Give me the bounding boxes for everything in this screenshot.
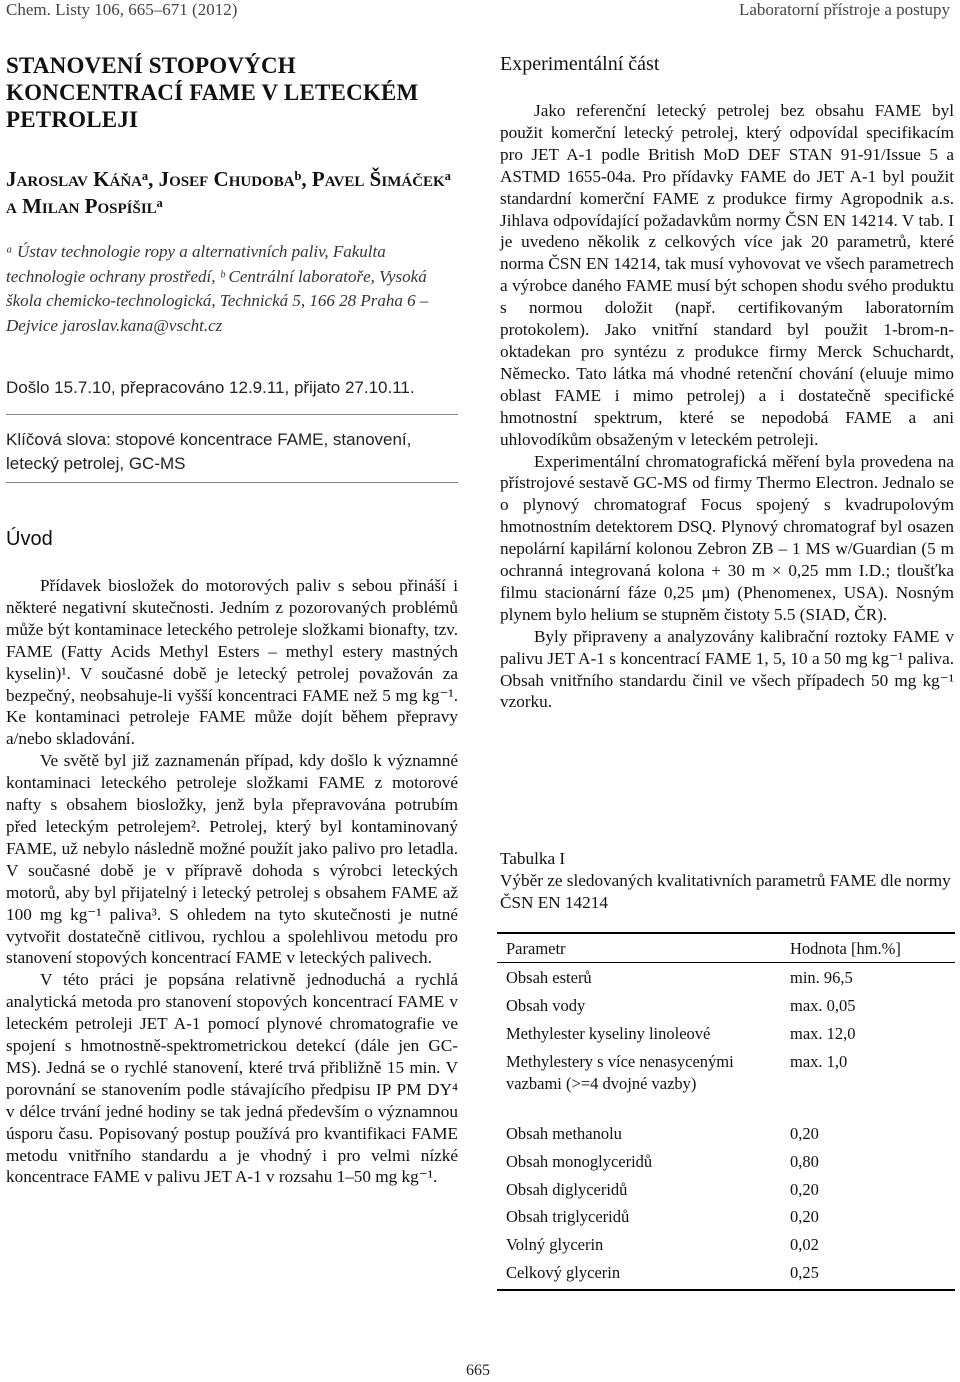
table-cell-param: Obsah triglyceridů [506,1207,630,1226]
intro-paragraph-1: Přídavek biosložek do motorových paliv s sebou přináší i některé negativní skutečnosti. Jedním z pozorovaných problémů může být kontaminace leteckého petroleje složkami bionafty, tzv. FAME (Fatty Acids Methyl Esters – methyl estery mastných kyselin)¹. V současné době je letecký petrolej považován za bezpečný, neobsahuje-li vyšší koncentraci FAME než 5 mg kg⁻¹. Ke kontaminaci petroleje FAME může dojít během přepravy a/nebo skladování. [6,576,458,749]
table-cell-param: Obsah methanolu [506,1124,622,1143]
running-header-journal: Chem. Listy 106, 665–671 (2012) [6,0,238,19]
table-cell-param: Obsah vody [506,996,586,1015]
keywords-bottom-rule [6,482,458,483]
table-cell-value: min. 96,5 [790,968,853,987]
table-cell-param: Volný glycerin [506,1235,604,1254]
table-cell-value: 0,80 [790,1152,819,1171]
table-header-param: Parametr [506,939,566,958]
running-header-section: Laboratorní přístroje a postupy [738,0,950,19]
experimental-paragraph-3: Byly připraveny a analyzovány kalibrační roztoky FAME v palivu JET A-1 s koncentrací FAME 1, 5, 10 a 50 mg kg⁻¹ paliva. Obsah vnitřního standardu činil ve všech případech 50 mg kg⁻¹ vzorku. [500,626,954,712]
affiliation: ᵃ Ústav technologie ropy a alternativních paliv, Fakulta technologie ochrany prostředí, ᵇ Centrální laboratoře, Vysoká škola chemicko-technologická, Technická 5, 166 28 Praha 6 – Dejvice jaroslav.kana@vscht.cz [6,242,429,335]
article-title: STANOVENÍ STOPOVÝCH KONCENTRACÍ FAME V LETECKÉM PETROLEJI [6,53,419,132]
table-header-value: Hodnota [hm.%] [790,939,901,958]
table-cell-value: max. 12,0 [790,1024,856,1043]
table-label: Tabulka I [500,849,566,868]
table-caption-block [500,848,954,914]
section-heading-experimental: Experimentální část [500,53,660,75]
keywords-top-rule [6,414,458,415]
received-dates: Došlo 15.7.10, přepracováno 12.9.11, přijato 27.10.11. [6,378,415,397]
table-caption: Výběr ze sledovaných kvalitativních parametrů FAME dle normy ČSN EN 14214 [500,871,951,912]
table-cell-param: Celkový glycerin [506,1263,621,1282]
experimental-body [500,100,954,713]
table-cell-param: Methylester kyseliny linoleové [506,1024,711,1043]
author-list: Jaroslav Káňaᵃ, Josef Chudobaᵇ, Pavel Šimáčekᵃ a Milan Pospíšilᵃ [6,167,451,218]
table-top-rule [497,932,955,934]
table-header-rule [497,962,955,963]
keywords: Klíčová slova: stopové koncentrace FAME, stanovení, letecký petrolej, GC-MS [6,430,412,473]
table-cell-value: 0,20 [790,1180,819,1199]
section-heading-intro: Úvod [6,528,53,550]
experimental-paragraph-1: Jako referenční letecký petrolej bez obsahu FAME byl použit komerční letecký petrolej, který odpovídal specifikacím pro JET A-1 podle British MoD DEF STAN 91-91/Issue 5 a ASTMD 1655-04a. Pro přídavky FAME do JET A-1 byl použit standardní komerční FAME z produkce firmy Agropodnik a.s. Jihlava odpovídající požadavkům normy ČSN EN 14214. V tab. I je uvedeno několik z celkových více jak 20 parametrů, které norma ČSN EN 14214, tak musí vyhovovat ve všech parametrech a výrobce daného FAME musí být schopen shodu svého produktu s normou doložit (např. certifikovaným laboratorním protokolem). Jako vnitřní standard byl použit 1-brom-n-oktadekan pro syntézu z produkce firmy Merck Schuchardt, Německo. Tato látka má vhodné retenční chování (eluuje mimo oblast FAME i mimo petrolej) a i dostatečně specifické hmotnostní spektrum, které se nepodobá FAME a ani uhlovodíkům obsaženým v leteckém petroleji. [500,101,954,449]
table-cell-value: 0,02 [790,1235,819,1254]
table-cell-value: 0,20 [790,1124,819,1143]
table-cell-value: 0,20 [790,1207,819,1226]
table-cell-param: Methylestery s více nenasycenými vazbami (>=4 dvojné vazby) [506,1052,734,1093]
table-cell-value: max. 1,0 [790,1052,848,1071]
intro-body [6,575,458,1188]
table-bottom-rule [497,1289,955,1291]
table-cell-param: Obsah esterů [506,968,592,987]
table-cell-param: Obsah diglyceridů [506,1180,628,1199]
page-number: 665 [466,1362,490,1379]
table-cell-param: Obsah monoglyceridů [506,1152,653,1171]
intro-paragraph-3: V této práci je popsána relativně jednoduchá a rychlá analytická metoda pro stanovení stopových koncentrací FAME v leteckém petroleji JET A-1 pomocí plynové chromatografie ve spojení s hmotnostně-spektrometrickou detekcí (dále jen GC-MS). Jedná se o rychlé stanovení, které trvá přibližně 15 min. V porovnání se stanovením podle stávajícího předpisu IP PM DY⁴ v délce trvání jedné hodiny se tak jedná především o významnou úsporu času. Popisovaný postup používá pro kvantifikaci FAME metodu vnitřního standardu a je vhodný i pro velmi nízké koncentrace FAME v palivu JET A-1 v rozsahu 1–50 mg kg⁻¹. [6,970,458,1187]
table-cell-value: 0,25 [790,1263,819,1282]
experimental-paragraph-2: Experimentální chromatografická měření byla provedena na přístrojové sestavě GC-MS od firmy Thermo Electron. Jednalo se o plynový chromatograf Focus spojený s kvadrupolovým hmotnostním detektorem DSQ. Plynový chromatograf byl osazen nepolární kapilární kolonou Zebron ZB – 1 MS w/Guardian (5 m ochranná integrovaná kolona + 30 m × 0,25 mm I.D.; tloušťka filmu stacionární fáze 0,25 μm) (Phenomenex, USA). Nosným plynem bylo helium se stupněm čistoty 5.5 (SIAD, ČR). [500,451,954,624]
table-cell-value: max. 0,05 [790,996,856,1015]
intro-paragraph-2: Ve světě byl již zaznamenán případ, kdy došlo k významné kontaminaci leteckého petroleje složkami FAME z motorové nafty s obsahem biosložky, jenž byla přepravována potrubím před leteckým petrolejem². Petrolej, který byl kontaminovaný FAME, už nebylo následně možné použít jako palivo pro letadla. V současné době je v přípravě dohoda s výrobci leteckých motorů, aby byl přijatelný i letecký petrolej s obsahem FAME až 100 mg kg⁻¹ paliva³. S ohledem na tyto skutečnosti je nutné vytvořit dostatečně citlivou, rychlou a spolehlivou metodu pro stanovení stopových koncentrací FAME v leteckých palivech. [6,751,458,968]
